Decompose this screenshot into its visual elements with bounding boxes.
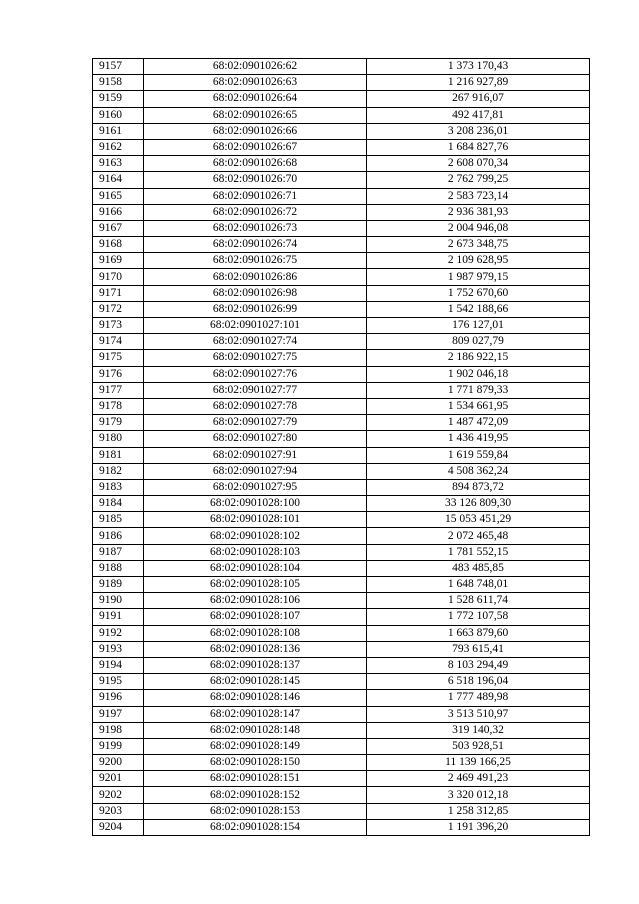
- cadastral-value: 1 528 611,74: [367, 593, 590, 609]
- cadastral-value: 1 258 312,85: [367, 803, 590, 819]
- cadastral-value: 1 619 559,84: [367, 447, 590, 463]
- cadastral-number: 68:02:0901028:148: [144, 722, 367, 738]
- row-number: 9171: [93, 285, 144, 301]
- row-number: 9184: [93, 496, 144, 512]
- row-number: 9174: [93, 334, 144, 350]
- table-row: [93, 447, 590, 463]
- cadastral-value: 1 777 489,98: [367, 690, 590, 706]
- table-row: [93, 156, 590, 172]
- cadastral-number: 68:02:0901026:66: [144, 123, 367, 139]
- cadastral-value: 2 608 070,34: [367, 156, 590, 172]
- cadastral-number: 68:02:0901027:75: [144, 350, 367, 366]
- cadastral-value: 1 771 879,33: [367, 382, 590, 398]
- cadastral-value: 2 936 381,93: [367, 204, 590, 220]
- table-row: [93, 625, 590, 641]
- row-number: 9183: [93, 479, 144, 495]
- table-row: [93, 787, 590, 803]
- row-number: 9201: [93, 771, 144, 787]
- cadastral-value: 2 583 723,14: [367, 188, 590, 204]
- cadastral-number: 68:02:0901028:147: [144, 706, 367, 722]
- cadastral-number: 68:02:0901028:150: [144, 755, 367, 771]
- table-row: [93, 253, 590, 269]
- row-number: 9169: [93, 253, 144, 269]
- cadastral-number: 68:02:0901028:151: [144, 771, 367, 787]
- cadastral-number: 68:02:0901028:153: [144, 803, 367, 819]
- row-number: 9160: [93, 107, 144, 123]
- row-number: 9176: [93, 366, 144, 382]
- cadastral-value: 3 513 510,97: [367, 706, 590, 722]
- cadastral-value: 2 109 628,95: [367, 253, 590, 269]
- cadastral-value: 6 518 196,04: [367, 674, 590, 690]
- cadastral-number: 68:02:0901028:104: [144, 560, 367, 576]
- row-number: 9157: [93, 59, 144, 75]
- table-row: [93, 318, 590, 334]
- cadastral-value: 1 684 827,76: [367, 139, 590, 155]
- cadastral-number: 68:02:0901028:106: [144, 593, 367, 609]
- cadastral-number: 68:02:0901026:70: [144, 172, 367, 188]
- table-row: [93, 366, 590, 382]
- cadastral-number: 68:02:0901027:74: [144, 334, 367, 350]
- table-row: [93, 674, 590, 690]
- table-row: [93, 398, 590, 414]
- cadastral-value: 1 436 419,95: [367, 431, 590, 447]
- table-row: [93, 593, 590, 609]
- cadastral-value: 15 053 451,29: [367, 512, 590, 528]
- cadastral-number: 68:02:0901026:63: [144, 75, 367, 91]
- cadastral-number: 68:02:0901028:136: [144, 641, 367, 657]
- row-number: 9177: [93, 382, 144, 398]
- cadastral-number: 68:02:0901026:62: [144, 59, 367, 75]
- cadastral-number: 68:02:0901026:98: [144, 285, 367, 301]
- cadastral-value: 1 191 396,20: [367, 819, 590, 835]
- row-number: 9191: [93, 609, 144, 625]
- row-number: 9197: [93, 706, 144, 722]
- table-row: [93, 512, 590, 528]
- cadastral-number: 68:02:0901028:103: [144, 544, 367, 560]
- row-number: 9165: [93, 188, 144, 204]
- cadastral-number: 68:02:0901028:149: [144, 738, 367, 754]
- table-row: [93, 123, 590, 139]
- table-row: [93, 188, 590, 204]
- cadastral-number: 68:02:0901026:74: [144, 237, 367, 253]
- row-number: 9196: [93, 690, 144, 706]
- cadastral-number: 68:02:0901027:78: [144, 398, 367, 414]
- row-number: 9161: [93, 123, 144, 139]
- cadastral-value: 503 928,51: [367, 738, 590, 754]
- cadastral-number: 68:02:0901026:72: [144, 204, 367, 220]
- row-number: 9202: [93, 787, 144, 803]
- cadastral-value: 1 781 552,15: [367, 544, 590, 560]
- row-number: 9193: [93, 641, 144, 657]
- cadastral-number: 68:02:0901027:91: [144, 447, 367, 463]
- table-row: [93, 755, 590, 771]
- cadastral-number: 68:02:0901028:152: [144, 787, 367, 803]
- cadastral-value-table: [92, 58, 590, 836]
- cadastral-number: 68:02:0901027:101: [144, 318, 367, 334]
- cadastral-number: 68:02:0901026:73: [144, 220, 367, 236]
- cadastral-number: 68:02:0901027:79: [144, 415, 367, 431]
- row-number: 9175: [93, 350, 144, 366]
- cadastral-value: 1 663 879,60: [367, 625, 590, 641]
- table-row: [93, 577, 590, 593]
- cadastral-value: 1 216 927,89: [367, 75, 590, 91]
- table-row: [93, 496, 590, 512]
- cadastral-value: 11 139 166,25: [367, 755, 590, 771]
- cadastral-number: 68:02:0901028:108: [144, 625, 367, 641]
- table-row: [93, 544, 590, 560]
- cadastral-value: 2 673 348,75: [367, 237, 590, 253]
- cadastral-number: 68:02:0901028:146: [144, 690, 367, 706]
- table-row: [93, 107, 590, 123]
- cadastral-value: 483 485,85: [367, 560, 590, 576]
- table-row: [93, 75, 590, 91]
- table-body: [93, 59, 590, 836]
- table-row: [93, 479, 590, 495]
- row-number: 9179: [93, 415, 144, 431]
- cadastral-value: 1 373 170,43: [367, 59, 590, 75]
- row-number: 9166: [93, 204, 144, 220]
- table-row: [93, 139, 590, 155]
- row-number: 9182: [93, 463, 144, 479]
- table-row: [93, 172, 590, 188]
- cadastral-value: 1 542 188,66: [367, 301, 590, 317]
- table-row: [93, 722, 590, 738]
- row-number: 9189: [93, 577, 144, 593]
- row-number: 9181: [93, 447, 144, 463]
- table-row: [93, 641, 590, 657]
- cadastral-value: 2 072 465,48: [367, 528, 590, 544]
- table-row: [93, 609, 590, 625]
- row-number: 9172: [93, 301, 144, 317]
- cadastral-value: 1 648 748,01: [367, 577, 590, 593]
- row-number: 9178: [93, 398, 144, 414]
- cadastral-number: 68:02:0901028:101: [144, 512, 367, 528]
- cadastral-number: 68:02:0901027:76: [144, 366, 367, 382]
- table-row: [93, 560, 590, 576]
- cadastral-value: 2 004 946,08: [367, 220, 590, 236]
- cadastral-value: 3 208 236,01: [367, 123, 590, 139]
- table-row: [93, 415, 590, 431]
- cadastral-number: 68:02:0901026:65: [144, 107, 367, 123]
- cadastral-number: 68:02:0901028:100: [144, 496, 367, 512]
- cadastral-value: 33 126 809,30: [367, 496, 590, 512]
- table-row: [93, 301, 590, 317]
- table-row: [93, 285, 590, 301]
- cadastral-number: 68:02:0901028:137: [144, 657, 367, 673]
- row-number: 9185: [93, 512, 144, 528]
- cadastral-value: 1 752 670,60: [367, 285, 590, 301]
- cadastral-number: 68:02:0901026:71: [144, 188, 367, 204]
- cadastral-number: 68:02:0901028:107: [144, 609, 367, 625]
- row-number: 9199: [93, 738, 144, 754]
- cadastral-number: 68:02:0901027:77: [144, 382, 367, 398]
- row-number: 9158: [93, 75, 144, 91]
- table-row: [93, 382, 590, 398]
- row-number: 9173: [93, 318, 144, 334]
- table-row: [93, 334, 590, 350]
- cadastral-value: 3 320 012,18: [367, 787, 590, 803]
- cadastral-number: 68:02:0901027:95: [144, 479, 367, 495]
- row-number: 9162: [93, 139, 144, 155]
- cadastral-number: 68:02:0901026:99: [144, 301, 367, 317]
- cadastral-value: 492 417,81: [367, 107, 590, 123]
- row-number: 9164: [93, 172, 144, 188]
- row-number: 9188: [93, 560, 144, 576]
- row-number: 9195: [93, 674, 144, 690]
- table-row: [93, 59, 590, 75]
- cadastral-value: 1 772 107,58: [367, 609, 590, 625]
- cadastral-number: 68:02:0901027:80: [144, 431, 367, 447]
- table-row: [93, 237, 590, 253]
- table-row: [93, 269, 590, 285]
- table-row: [93, 350, 590, 366]
- cadastral-number: 68:02:0901028:145: [144, 674, 367, 690]
- cadastral-number: 68:02:0901028:154: [144, 819, 367, 835]
- table-row: [93, 706, 590, 722]
- row-number: 9192: [93, 625, 144, 641]
- row-number: 9194: [93, 657, 144, 673]
- row-number: 9180: [93, 431, 144, 447]
- table-row: [93, 220, 590, 236]
- cadastral-value: 319 140,32: [367, 722, 590, 738]
- row-number: 9163: [93, 156, 144, 172]
- cadastral-value: 4 508 362,24: [367, 463, 590, 479]
- cadastral-value: 1 487 472,09: [367, 415, 590, 431]
- cadastral-value: 1 534 661,95: [367, 398, 590, 414]
- table-row: [93, 204, 590, 220]
- row-number: 9200: [93, 755, 144, 771]
- row-number: 9203: [93, 803, 144, 819]
- cadastral-value: 793 615,41: [367, 641, 590, 657]
- cadastral-number: 68:02:0901028:102: [144, 528, 367, 544]
- row-number: 9204: [93, 819, 144, 835]
- table-row: [93, 91, 590, 107]
- cadastral-value: 2 186 922,15: [367, 350, 590, 366]
- table-row: [93, 657, 590, 673]
- cadastral-number: 68:02:0901026:75: [144, 253, 367, 269]
- cadastral-number: 68:02:0901026:67: [144, 139, 367, 155]
- cadastral-value: 267 916,07: [367, 91, 590, 107]
- row-number: 9198: [93, 722, 144, 738]
- table-row: [93, 463, 590, 479]
- cadastral-number: 68:02:0901026:68: [144, 156, 367, 172]
- row-number: 9186: [93, 528, 144, 544]
- table-row: [93, 738, 590, 754]
- row-number: 9159: [93, 91, 144, 107]
- cadastral-number: 68:02:0901026:64: [144, 91, 367, 107]
- table-row: [93, 819, 590, 835]
- table-row: [93, 690, 590, 706]
- table-row: [93, 771, 590, 787]
- cadastral-value: 809 027,79: [367, 334, 590, 350]
- cadastral-number: 68:02:0901026:86: [144, 269, 367, 285]
- cadastral-value: 8 103 294,49: [367, 657, 590, 673]
- table-row: [93, 528, 590, 544]
- row-number: 9168: [93, 237, 144, 253]
- row-number: 9170: [93, 269, 144, 285]
- cadastral-number: 68:02:0901028:105: [144, 577, 367, 593]
- cadastral-value: 894 873,72: [367, 479, 590, 495]
- cadastral-value: 2 469 491,23: [367, 771, 590, 787]
- cadastral-number: 68:02:0901027:94: [144, 463, 367, 479]
- cadastral-value: 1 987 979,15: [367, 269, 590, 285]
- table-row: [93, 803, 590, 819]
- cadastral-value: 1 902 046,18: [367, 366, 590, 382]
- cadastral-value: 2 762 799,25: [367, 172, 590, 188]
- cadastral-value: 176 127,01: [367, 318, 590, 334]
- row-number: 9167: [93, 220, 144, 236]
- row-number: 9190: [93, 593, 144, 609]
- row-number: 9187: [93, 544, 144, 560]
- table-row: [93, 431, 590, 447]
